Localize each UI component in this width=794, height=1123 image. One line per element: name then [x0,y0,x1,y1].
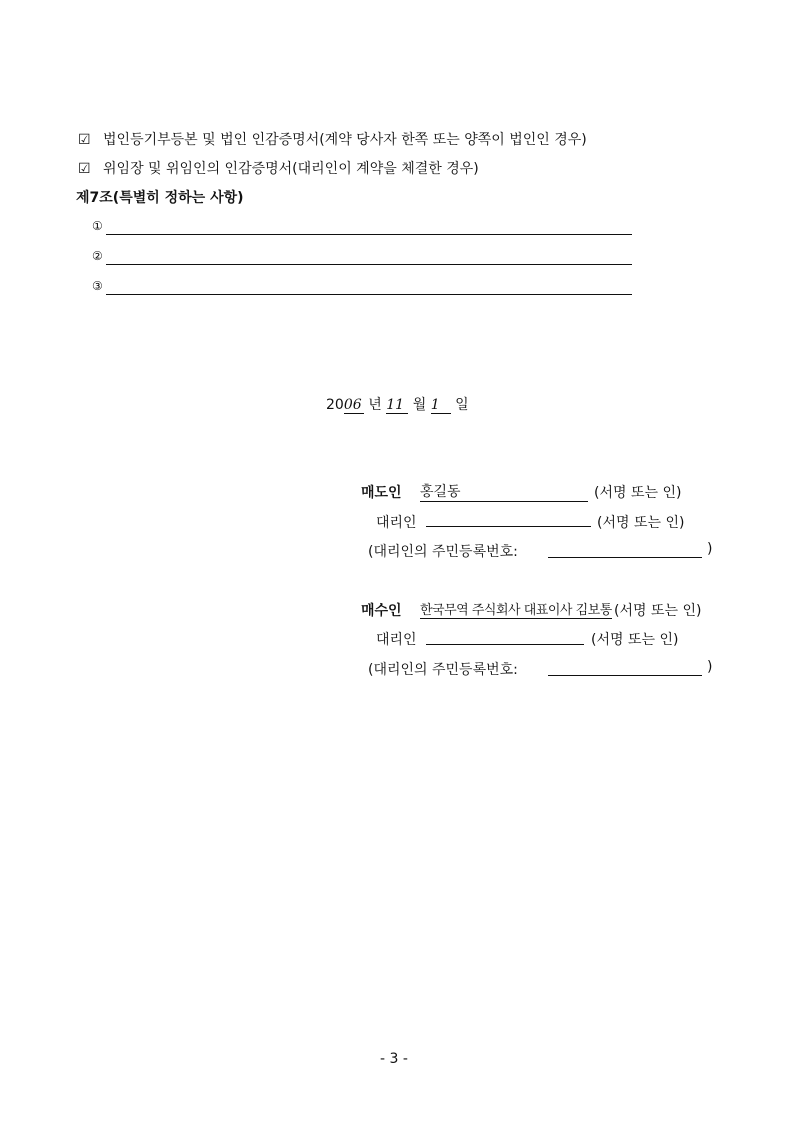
date-month-fill[interactable]: 11 [386,397,408,414]
buyer-agent-label: 대리인 [376,632,417,648]
page-number: - 3 - [380,1051,408,1067]
date-year-label: 년 [368,397,382,413]
buyer-agent-id-label: (대리인의 주민등록번호: [368,662,518,678]
date-day-label: 일 [455,397,469,413]
date-year-prefix: 20 [326,397,344,413]
seller-agent-id-close: ) [707,541,713,557]
attachment-item-1 [78,129,587,149]
seller-agent-id-label: (대리인의 주민등록번호: [368,544,518,560]
date-month-label: 월 [412,397,427,413]
seller-name[interactable]: 홍길동 [420,481,588,502]
checkbox-checked-icon[interactable]: ☑ [78,132,91,148]
buyer-agent-sign-suffix: (서명 또는 인) [591,632,679,648]
special-term-number-3: ③ [92,279,103,293]
attachment-label: 위임장 및 위임인의 인감증명서(대리인이 계약을 체결한 경우) [103,161,479,177]
attachment-item-2 [78,158,479,178]
special-term-line-3[interactable] [106,282,632,295]
buyer-name[interactable]: 한국무역 주식회사 대표이사 김보통 [420,599,612,619]
buyer-agent-id-line[interactable] [548,663,702,676]
seller-label: 매도인 [361,485,402,501]
date-day-fill[interactable]: 1 [431,397,451,414]
seller-agent-label: 대리인 [376,515,417,531]
checkbox-checked-icon[interactable]: ☑ [78,161,91,177]
special-term-line-2[interactable] [106,252,632,265]
buyer-label: 매수인 [361,603,402,619]
buyer-agent-id-close: ) [707,659,713,675]
article7-title: 제7조(특별히 정하는 사항) [76,190,244,206]
attachment-label: 법인등기부등본 및 법인 인감증명서(계약 당사자 한쪽 또는 양쪽이 법인인 경우) [103,132,587,148]
seller-agent-sign-suffix: (서명 또는 인) [597,515,685,531]
contract-date [326,394,469,414]
seller-sign-suffix: (서명 또는 인) [594,485,682,501]
special-term-line-1[interactable] [106,222,632,235]
seller-agent-line[interactable] [426,514,591,527]
special-term-number-1: ① [92,219,103,233]
buyer-agent-line[interactable] [426,632,584,645]
special-term-number-2: ② [92,249,103,263]
buyer-sign-suffix: (서명 또는 인) [614,603,702,619]
seller-agent-id-line[interactable] [548,545,702,558]
date-year-fill[interactable]: 06 [344,397,364,414]
